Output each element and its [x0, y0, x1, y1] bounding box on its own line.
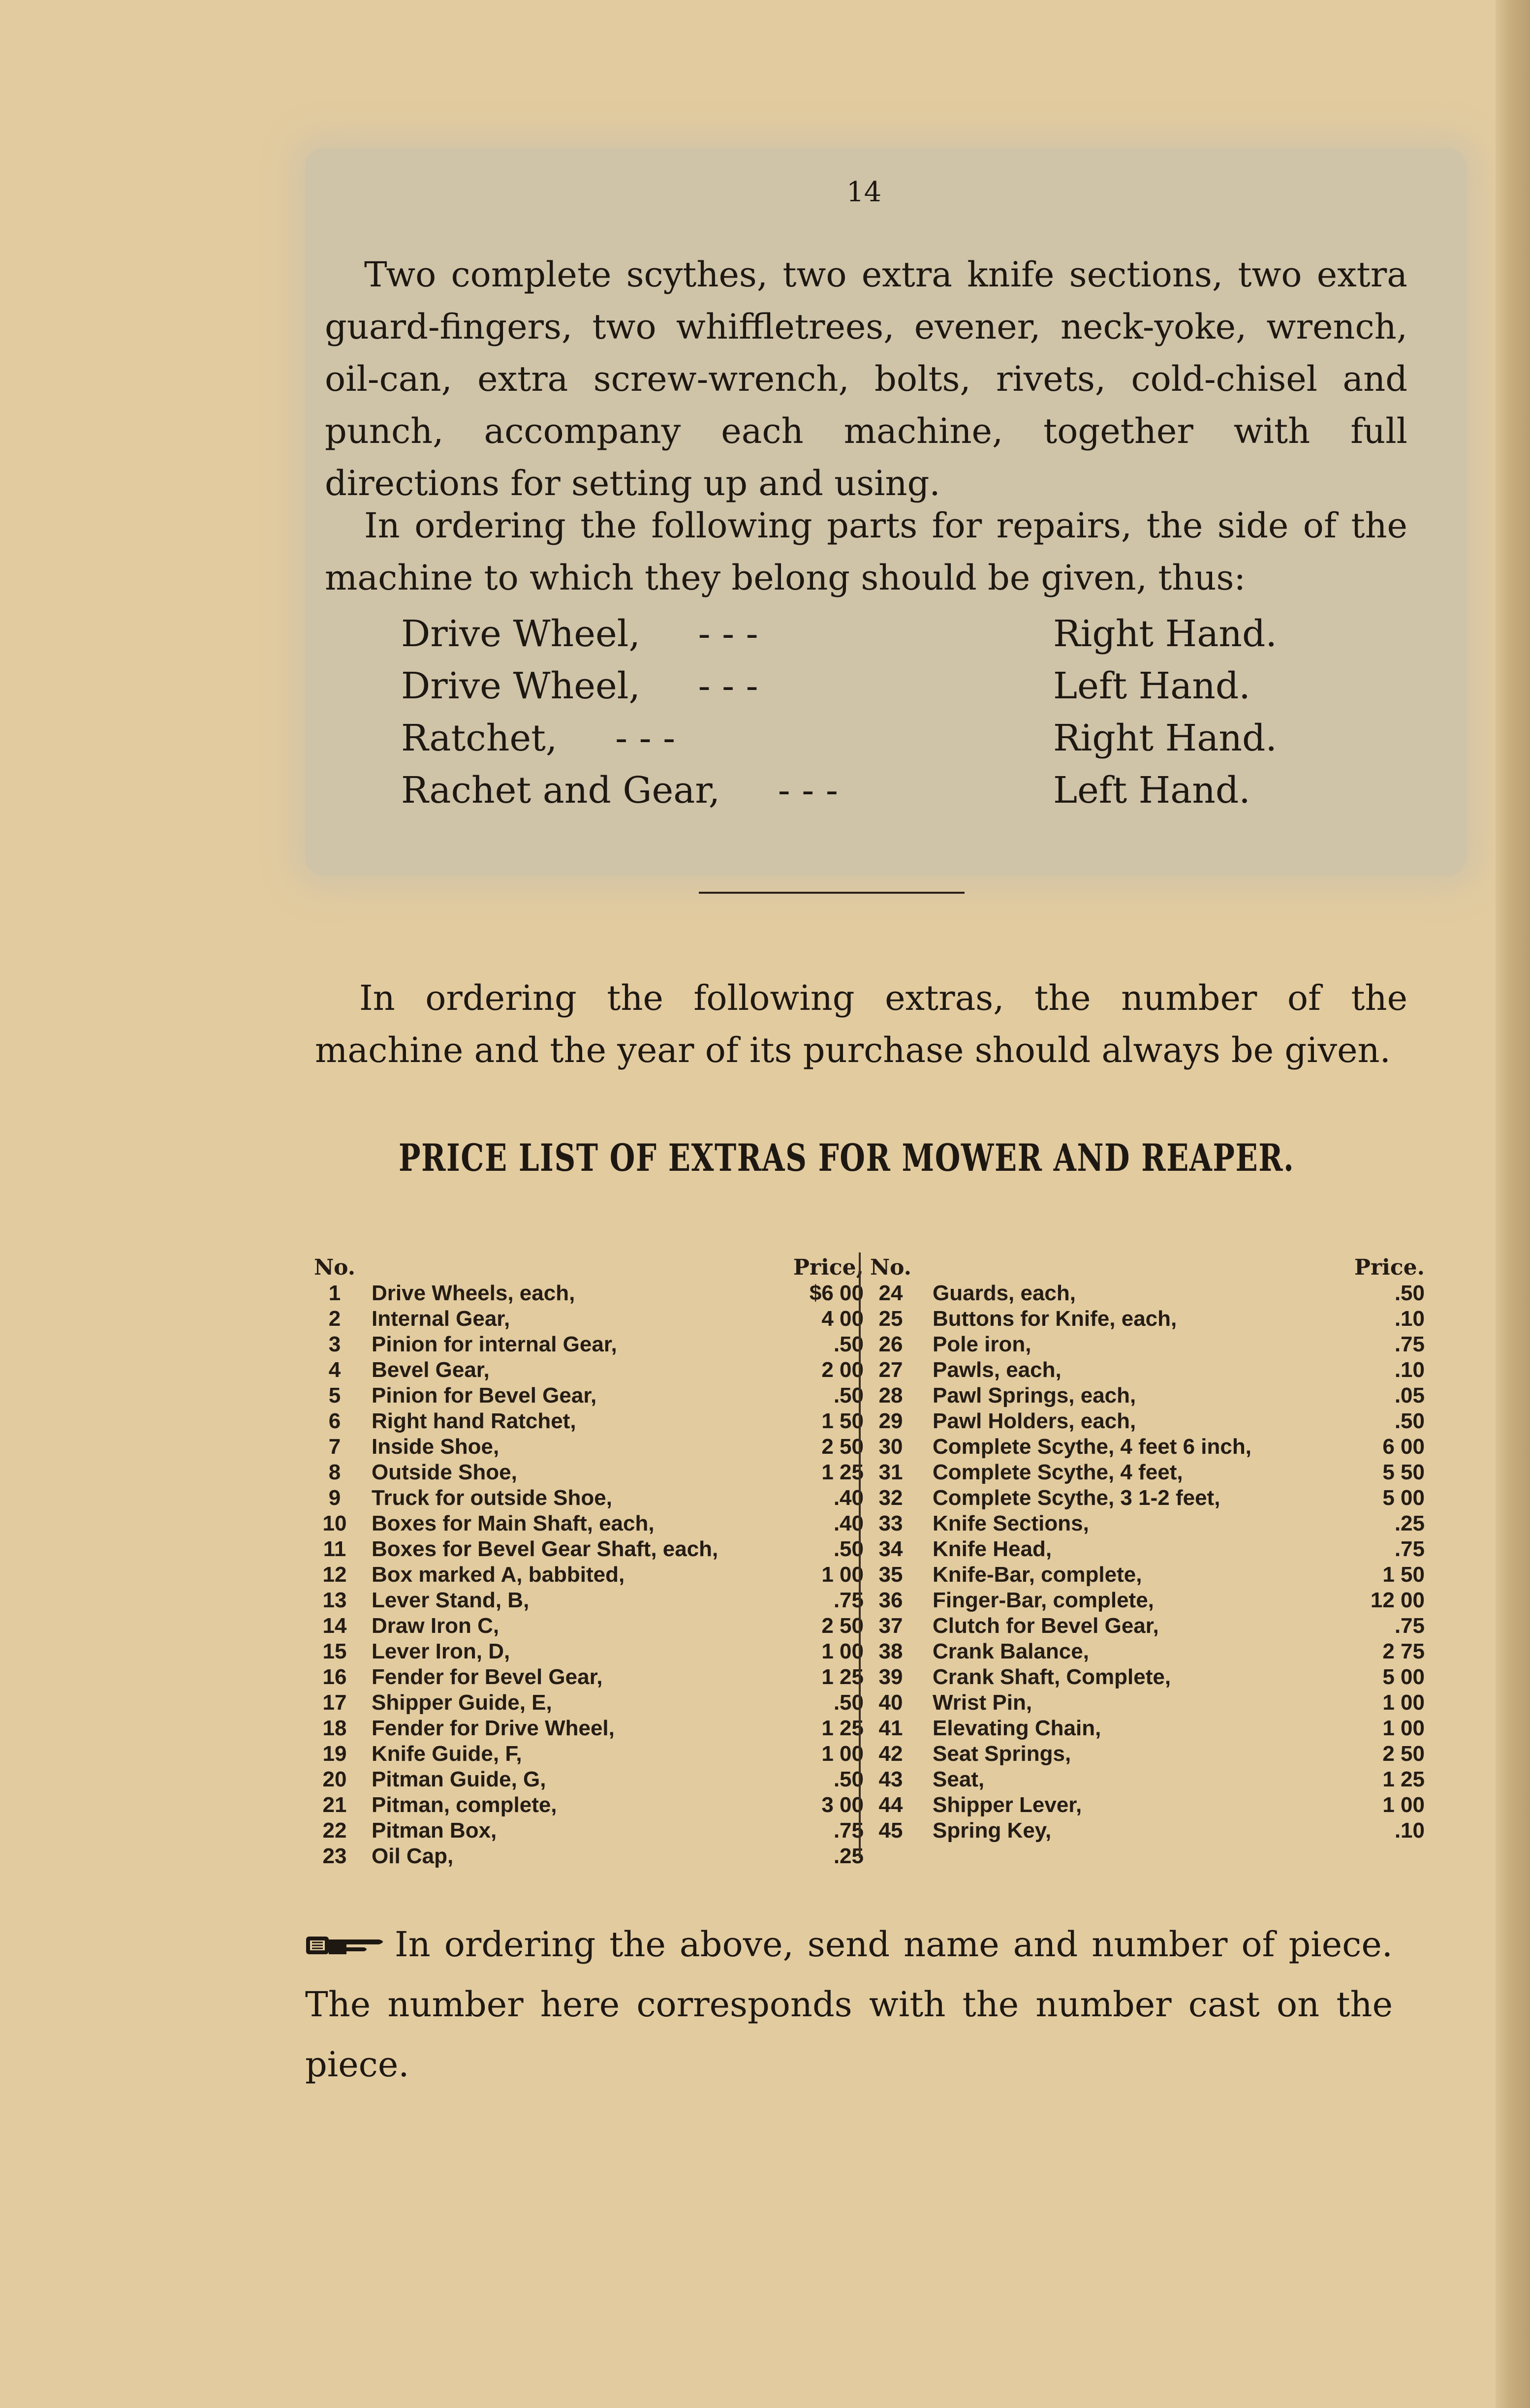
item-price: 5 00: [1382, 1665, 1425, 1689]
item-description: Knife Head,: [933, 1537, 1052, 1561]
page-edge: [1496, 0, 1530, 2408]
price-list-row: [310, 1588, 864, 1613]
item-number: 35: [878, 1563, 903, 1587]
item-number: 15: [322, 1639, 347, 1663]
item-number: 43: [878, 1767, 903, 1791]
item-price: .75: [1394, 1332, 1425, 1356]
price-list-row: [310, 1767, 864, 1792]
item-number: 1: [328, 1281, 341, 1305]
item-number: 38: [878, 1639, 903, 1663]
price-list-row: [310, 1664, 864, 1690]
item-price: 1 25: [821, 1716, 864, 1740]
item-description: Outside Shoe,: [372, 1460, 517, 1484]
price-list-row: [864, 1332, 1425, 1357]
item-number: 9: [328, 1486, 341, 1510]
item-number: 4: [328, 1358, 341, 1382]
price-list-row: [864, 1383, 1425, 1408]
item-number: 6: [328, 1409, 341, 1433]
hand-example-dashes: - - -: [778, 769, 838, 812]
price-list-row: [864, 1741, 1425, 1767]
item-number: 33: [878, 1511, 903, 1535]
hand-example-row: [401, 608, 1277, 660]
price-list-row: [310, 1434, 864, 1460]
item-price: 3 00: [821, 1793, 864, 1817]
item-price: .50: [833, 1690, 864, 1715]
item-price: .10: [1394, 1818, 1425, 1843]
item-description: Fender for Drive Wheel,: [372, 1716, 615, 1740]
item-description: Pole iron,: [933, 1332, 1031, 1356]
hand-example-side: Left Hand.: [1053, 769, 1250, 812]
item-number: 40: [878, 1690, 903, 1715]
pointing-hand-icon: [305, 1931, 389, 1960]
item-price: .75: [1394, 1614, 1425, 1638]
item-description: Drive Wheels, each,: [372, 1281, 575, 1305]
item-price: .10: [1394, 1358, 1425, 1382]
item-number: 3: [328, 1332, 341, 1356]
price-list-row: [310, 1306, 864, 1332]
item-price: .50: [833, 1767, 864, 1791]
item-price: .50: [1394, 1281, 1425, 1305]
price-list-row: [310, 1792, 864, 1818]
item-description: Complete Scythe, 4 feet 6 inch,: [933, 1435, 1251, 1459]
item-price: 1 00: [821, 1639, 864, 1663]
item-description: Clutch for Bevel Gear,: [933, 1614, 1159, 1638]
price-list-row: [864, 1434, 1425, 1460]
item-description: Complete Scythe, 4 feet,: [933, 1460, 1183, 1484]
item-price: .50: [833, 1537, 864, 1561]
item-price: 2 50: [1382, 1742, 1425, 1766]
price-list-row: [864, 1460, 1425, 1485]
item-description: Wrist Pin,: [933, 1690, 1032, 1715]
hand-example-part: Rachet and Gear,: [401, 769, 720, 812]
item-number: 2: [328, 1307, 341, 1331]
hand-examples-table: [401, 608, 1277, 816]
item-description: Pitman Box,: [372, 1818, 497, 1843]
item-number: 25: [878, 1307, 903, 1331]
item-number: 41: [878, 1716, 903, 1740]
item-description: Boxes for Main Shaft, each,: [372, 1511, 655, 1535]
item-number: 21: [322, 1793, 347, 1817]
item-price: .05: [1394, 1383, 1425, 1407]
price-list-row: [310, 1639, 864, 1664]
price-list-row: [864, 1613, 1425, 1639]
item-price: 2 50: [821, 1614, 864, 1638]
item-description: Pitman Guide, G,: [372, 1767, 546, 1791]
price-list-row: [864, 1792, 1425, 1818]
item-price: 1 25: [821, 1665, 864, 1689]
price-list-row: [864, 1511, 1425, 1536]
item-price: .25: [833, 1844, 864, 1868]
page-number: 14: [846, 176, 882, 208]
header-no: No.: [870, 1255, 912, 1280]
item-price: $6 00: [809, 1281, 864, 1305]
ordering-parts-paragraph: In ordering the following parts for repairs, the side of the machine to which they belong should be given, thus:: [325, 505, 1407, 598]
price-list-header: [310, 1255, 864, 1281]
item-description: Complete Scythe, 3 1-2 feet,: [933, 1486, 1220, 1510]
item-price: .50: [833, 1383, 864, 1407]
price-list-row: [310, 1536, 864, 1562]
hand-example-dashes: - - -: [698, 613, 758, 655]
item-description: Bevel Gear,: [372, 1358, 490, 1382]
item-number: 5: [328, 1383, 341, 1407]
item-price: 1 00: [821, 1563, 864, 1587]
item-number: 24: [878, 1281, 903, 1305]
price-list-row: [864, 1281, 1425, 1306]
item-number: 39: [878, 1665, 903, 1689]
item-description: Pawls, each,: [933, 1358, 1062, 1382]
item-price: 1 50: [821, 1409, 864, 1433]
ordering-extras-paragraph: In ordering the following extras, the number of the machine and the year of its purchase should always be given.: [315, 978, 1407, 1070]
item-number: 12: [322, 1563, 347, 1587]
price-list-row: [310, 1818, 864, 1844]
hand-example-side: Left Hand.: [1053, 665, 1250, 707]
item-number: 42: [878, 1742, 903, 1766]
item-price: 1 50: [1382, 1563, 1425, 1587]
price-list-row: [310, 1741, 864, 1767]
price-list-row: [310, 1460, 864, 1485]
item-price: 1 25: [1382, 1767, 1425, 1791]
item-price: .75: [1394, 1537, 1425, 1561]
item-number: 36: [878, 1588, 903, 1612]
item-number: 20: [322, 1767, 347, 1791]
item-description: Internal Gear,: [372, 1307, 510, 1331]
header-price: Price,: [793, 1255, 864, 1280]
hand-example-part: Drive Wheel,: [401, 613, 640, 655]
item-number: 29: [878, 1409, 903, 1433]
item-description: Lever Iron, D,: [372, 1639, 510, 1663]
hand-example-side: Right Hand.: [1053, 717, 1277, 759]
item-description: Seat,: [933, 1767, 985, 1791]
item-price: 5 50: [1382, 1460, 1425, 1484]
header-no: No.: [313, 1255, 356, 1280]
item-price: .75: [833, 1588, 864, 1612]
item-price: 2 75: [1382, 1639, 1425, 1663]
header-price: Price.: [1354, 1255, 1425, 1280]
hand-example-row: [401, 764, 1277, 816]
item-number: 8: [328, 1460, 341, 1484]
price-list-row: [310, 1562, 864, 1588]
price-list-row: [310, 1281, 864, 1306]
price-list-row: [864, 1408, 1425, 1434]
item-number: 14: [322, 1614, 347, 1638]
price-list-row: [864, 1485, 1425, 1511]
item-description: Crank Shaft, Complete,: [933, 1665, 1171, 1689]
item-description: Boxes for Bevel Gear Shaft, each,: [372, 1537, 718, 1561]
item-description: Finger-Bar, complete,: [933, 1588, 1154, 1612]
item-price: .40: [833, 1511, 864, 1535]
item-description: Fender for Bevel Gear,: [372, 1665, 603, 1689]
item-description: Knife Sections,: [933, 1511, 1089, 1535]
item-number: 45: [878, 1818, 903, 1843]
item-number: 10: [322, 1511, 347, 1535]
item-price: 12 00: [1370, 1588, 1425, 1612]
item-description: Seat Springs,: [933, 1742, 1071, 1766]
item-price: 5 00: [1382, 1486, 1425, 1510]
item-description: Shipper Lever,: [933, 1793, 1082, 1817]
item-price: .75: [833, 1818, 864, 1843]
item-price: 1 00: [1382, 1690, 1425, 1715]
item-number: 7: [328, 1435, 341, 1459]
price-list-title: PRICE LIST OF EXTRAS FOR MOWER AND REAPER.: [399, 1136, 1295, 1180]
price-list-row: [310, 1485, 864, 1511]
price-list-row: [864, 1562, 1425, 1588]
closing-note-paragraph: [305, 1914, 1393, 2095]
item-description: Pinion for internal Gear,: [372, 1332, 617, 1356]
item-price: 1 00: [1382, 1793, 1425, 1817]
item-description: Inside Shoe,: [372, 1435, 500, 1459]
item-price: 1 00: [1382, 1716, 1425, 1740]
hand-example-row: [401, 660, 1277, 712]
price-list-row: [864, 1818, 1425, 1844]
hand-example-part: Ratchet,: [401, 717, 558, 759]
item-number: 34: [878, 1537, 903, 1561]
price-list-row: [310, 1332, 864, 1357]
item-description: Pitman, complete,: [372, 1793, 557, 1817]
item-number: 16: [322, 1665, 347, 1689]
price-list-header: [864, 1255, 1425, 1281]
item-number: 32: [878, 1486, 903, 1510]
item-price: .10: [1394, 1307, 1425, 1331]
closing-note-text: In ordering the above, send name and number of piece. The number here corresponds with the number cast on the piece.: [305, 1924, 1393, 2085]
item-description: Shipper Guide, E,: [372, 1690, 552, 1715]
price-list-row: [310, 1383, 864, 1408]
price-list-row: [864, 1357, 1425, 1383]
price-list-row: [310, 1613, 864, 1639]
item-description: Pawl Springs, each,: [933, 1383, 1136, 1407]
item-price: .50: [1394, 1409, 1425, 1433]
accessories-paragraph: Two complete scythes, two extra knife sections, two extra guard-fingers, two whiffletrees, evener, neck-yoke, wrench, oil-can, extra screw-wrench, bolts, rivets, cold-chisel and punch, accompany each machine, together with full directions for setting up and using.: [325, 254, 1407, 503]
price-list-right-column: [864, 1255, 1425, 1844]
item-number: 31: [878, 1460, 903, 1484]
price-list-row: [310, 1511, 864, 1536]
item-number: 18: [322, 1716, 347, 1740]
hand-example-part: Drive Wheel,: [401, 665, 640, 707]
price-list-row: [864, 1639, 1425, 1664]
item-price: 2 50: [821, 1435, 864, 1459]
price-list-left-column: [310, 1255, 864, 1869]
hand-example-row: [401, 712, 1277, 764]
item-number: 11: [323, 1537, 346, 1561]
item-description: Pawl Holders, each,: [933, 1409, 1136, 1433]
hand-example-dashes: - - -: [698, 665, 758, 707]
price-list-row: [864, 1664, 1425, 1690]
item-description: Lever Stand, B,: [372, 1588, 530, 1612]
item-number: 17: [322, 1690, 347, 1715]
item-description: Truck for outside Shoe,: [372, 1486, 612, 1510]
price-list-row: [310, 1408, 864, 1434]
item-number: 22: [322, 1818, 347, 1843]
price-list-row: [864, 1716, 1425, 1741]
item-price: .50: [833, 1332, 864, 1356]
item-number: 26: [878, 1332, 903, 1356]
section-divider: [699, 892, 965, 894]
item-description: Draw Iron C,: [372, 1614, 500, 1638]
price-list-row: [864, 1536, 1425, 1562]
price-list-row: [310, 1690, 864, 1716]
hand-example-side: Right Hand.: [1053, 613, 1277, 655]
price-list-row: [310, 1716, 864, 1741]
item-number: 30: [878, 1435, 903, 1459]
item-description: Crank Balance,: [933, 1639, 1089, 1663]
item-description: Knife Guide, F,: [372, 1742, 522, 1766]
item-description: Right hand Ratchet,: [372, 1409, 576, 1433]
price-list-row: [864, 1306, 1425, 1332]
item-number: 23: [322, 1844, 347, 1868]
item-description: Pinion for Bevel Gear,: [372, 1383, 597, 1407]
item-number: 19: [322, 1742, 347, 1766]
item-number: 27: [878, 1358, 903, 1382]
hand-example-dashes: - - -: [615, 717, 676, 759]
item-number: 44: [878, 1793, 903, 1817]
item-price: 1 00: [821, 1742, 864, 1766]
item-description: Buttons for Knife, each,: [933, 1307, 1177, 1331]
price-list-row: [864, 1588, 1425, 1613]
price-list-row: [310, 1357, 864, 1383]
item-description: Box marked A, babbited,: [372, 1563, 625, 1587]
item-description: Oil Cap,: [372, 1844, 454, 1868]
item-price: 4 00: [821, 1307, 864, 1331]
price-list-row: [864, 1767, 1425, 1792]
item-description: Knife-Bar, complete,: [933, 1563, 1142, 1587]
item-number: 28: [878, 1383, 903, 1407]
column-divider: [859, 1252, 861, 1858]
item-description: Elevating Chain,: [933, 1716, 1101, 1740]
item-number: 13: [322, 1588, 347, 1612]
item-price: 2 00: [821, 1358, 864, 1382]
item-number: 37: [878, 1614, 903, 1638]
item-price: .25: [1394, 1511, 1425, 1535]
item-price: .40: [833, 1486, 864, 1510]
item-description: Spring Key,: [933, 1818, 1052, 1843]
price-list-row: [864, 1690, 1425, 1716]
item-description: Guards, each,: [933, 1281, 1076, 1305]
price-list-row: [310, 1844, 864, 1869]
item-price: 1 25: [821, 1460, 864, 1484]
item-price: 6 00: [1382, 1435, 1425, 1459]
